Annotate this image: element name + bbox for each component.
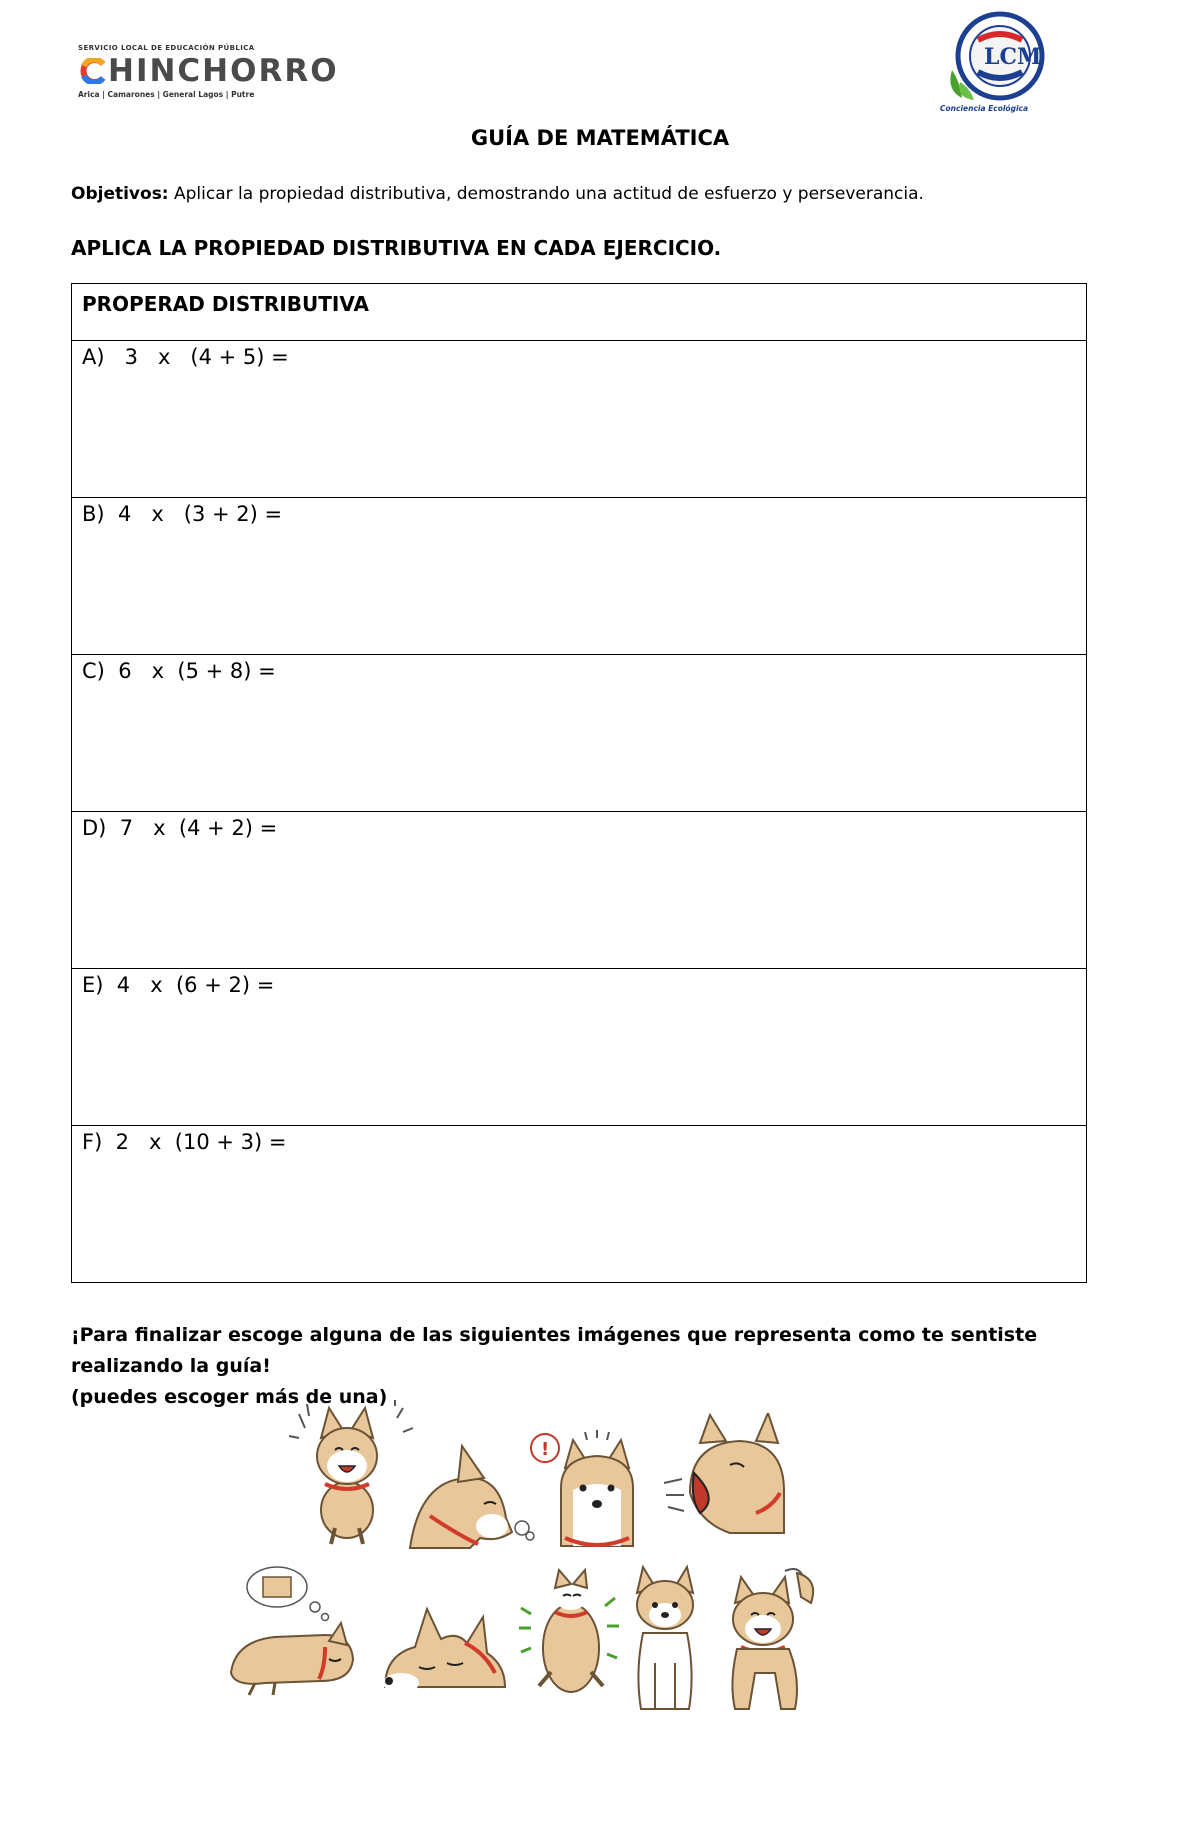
sighing-dog-icon[interactable] [400,1438,535,1586]
exercise-f[interactable]: F) 2 x (10 + 3) = [72,1126,1087,1283]
chinchorro-logo [78,44,368,99]
seal-initials: LCM [984,44,1042,70]
table-header: PROPERAD DISTRIBUTIVA [72,284,1087,341]
objectives-text: Aplicar la propiedad distributiva, demostrando una actitud de esfuerzo y perseverancia. [168,184,924,204]
exercise-a[interactable]: A) 3 x (4 + 5) = [72,341,1087,498]
svg-text:!: ! [541,1439,550,1460]
page-title: GUÍA DE MATEMÁTICA [470,126,730,150]
logo-name-visible: HINCHORRO [108,53,339,89]
exercise-b[interactable]: B) 4 x (3 + 2) = [72,498,1087,655]
exercise-d[interactable]: D) 7 x (4 + 2) = [72,812,1087,969]
table-row [72,498,1087,655]
table-row [72,812,1087,969]
exercise-e[interactable]: E) 4 x (6 + 2) = [72,969,1087,1126]
seal-caption: Conciencia Ecológica [940,104,1029,113]
surprised-dog-icon[interactable] [525,1428,660,1576]
dreaming-dog-icon[interactable] [225,1563,360,1711]
sleeping-dog-icon[interactable] [375,1583,510,1731]
table-row [72,1126,1087,1283]
table-row [72,969,1087,1126]
excited-dog-icon[interactable] [715,1563,850,1711]
logo-small-text: SERVICIO LOCAL DE EDUCACIÓN PÚBLICA [78,44,255,52]
objectives-label: Objetivos: [71,184,169,204]
exercise-table [71,283,1087,1283]
school-seal-logo [940,10,1055,115]
school-seal-icon [940,10,1055,105]
instruction-heading: APLICA LA PROPIEDAD DISTRIBUTIVA EN CADA EJERCICIO. [71,236,722,260]
exercise-c[interactable]: C) 6 x (5 + 8) = [72,655,1087,812]
final-question-line2: (puedes escoger más de una) [71,1386,388,1408]
table-row [72,655,1087,812]
objectives [71,184,924,204]
table-row [72,341,1087,498]
yawning-dog-icon[interactable] [660,1413,795,1561]
table-header-row [72,284,1087,341]
logo-communes: Arica | Camarones | General Lagos | Putre [78,90,255,99]
logo-name [78,53,339,89]
document-header [0,0,1200,130]
emotion-stickers [225,1398,880,1718]
final-question-line1: ¡Para finalizar escoge alguna de las siguientes imágenes que representa como te sentiste realizando la guía! [71,1324,1038,1377]
